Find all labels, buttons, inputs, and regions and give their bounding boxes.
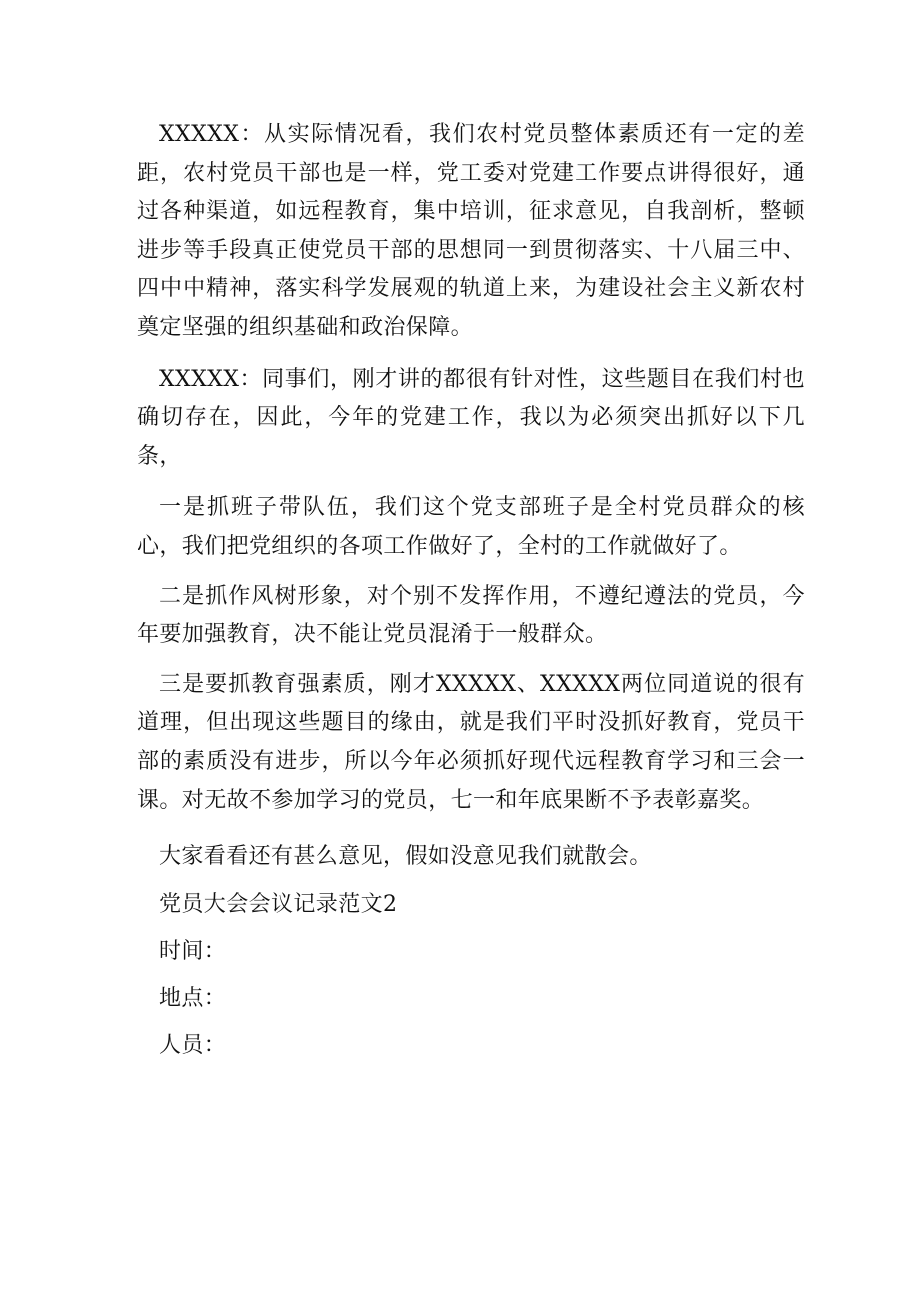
field-people: 人员： (159, 1032, 227, 1058)
paragraph-4: 二是抓作风树形象，对个别不发挥作用，不遵纪遵法的党员，今年要加强教育，决不能让党员混淆于一般群众。 (137, 583, 805, 648)
paragraph-2: XXXXX：同事们，刚才讲的都很有针对性，这些题目在我们村也确切存在，因此，今年的党建工作，我以为必须突出抓好以下几条， (137, 366, 805, 469)
document-body (137, 116, 805, 1074)
section-title-2: 党员大会会议记录范文2 (159, 891, 398, 917)
field-place: 地点： (159, 985, 227, 1011)
field-time: 时间： (159, 938, 227, 964)
paragraph-1: XXXXX：从实际情况看，我们农村党员整体素质还有一定的差距，农村党员干部也是一样，党工委对党建工作要点讲得很好，通过各种渠道，如远程教育，集中培训，征求意见，自我剖析，整顿进步等手段真正使党员干部的思想同一到贯彻落实、十八届三中、四中中精神，落实科学发展观的轨道上来，为建设社会主义新农村奠定坚强的组织基础和政治保障。 (137, 122, 805, 340)
paragraph-3: 一是抓班子带队伍，我们这个党支部班子是全村党员群众的核心，我们把党组织的各项工作做好了，全村的工作就做好了。 (137, 495, 805, 559)
paragraph-6: 大家看看还有甚么意见，假如没意见我们就散会。 (159, 844, 652, 870)
paragraph-5: 三是要抓教育强素质，刚才XXXXX、XXXXX两位同道说的很有道理，但出现这些题目的缘由，就是我们平时没抓好教育，党员干部的素质没有进步，所以今年必须抓好现代远程教育学习和三会一课。对无故不参加学习的党员，七一和年底果断不予表彰嘉奖。 (137, 671, 805, 813)
